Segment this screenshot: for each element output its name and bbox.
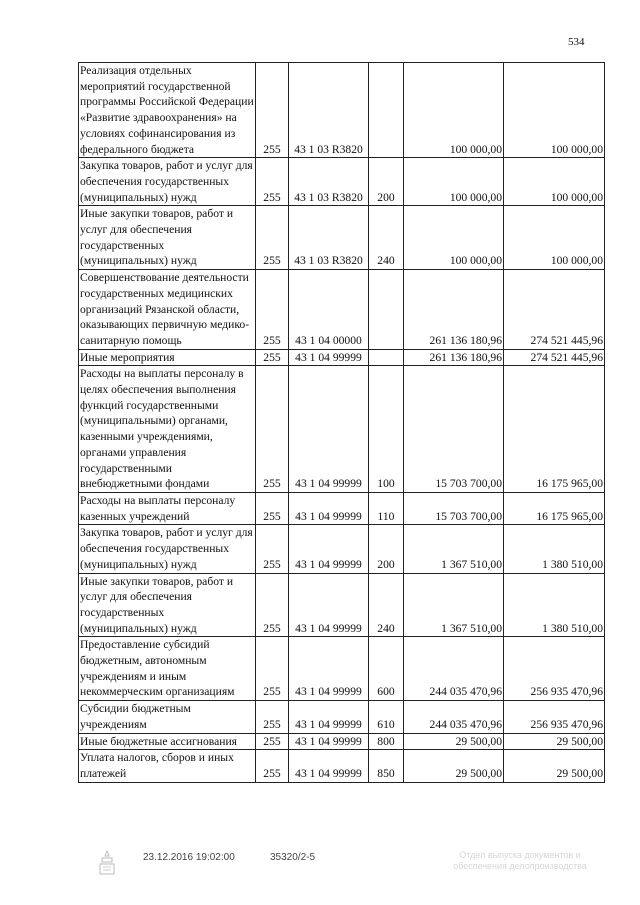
row-csr-cell: 43 1 04 99999 xyxy=(289,750,369,782)
row-name-cell: Расходы на выплаты персоналу казенных учреждений xyxy=(79,492,256,524)
row-sum-2017-cell: 261 136 180,96 xyxy=(404,270,504,350)
row-csr-cell: 43 1 04 99999 xyxy=(289,733,369,750)
row-csr-cell: 43 1 03 R3820 xyxy=(289,206,369,270)
row-ved-cell: 255 xyxy=(256,158,289,206)
row-csr-cell: 43 1 04 00000 xyxy=(289,270,369,350)
table-row xyxy=(79,733,605,750)
table-row xyxy=(79,349,605,366)
row-csr-cell: 43 1 04 99999 xyxy=(289,492,369,524)
row-vr-cell: 600 xyxy=(369,637,404,701)
row-ved-cell: 255 xyxy=(256,63,289,158)
row-csr-cell: 43 1 04 99999 xyxy=(289,637,369,701)
row-vr-cell: 800 xyxy=(369,733,404,750)
row-sum-2017-cell: 1 367 510,00 xyxy=(404,525,504,573)
row-name-cell: Закупка товаров, работ и услуг для обеспечения государственных (муниципальных) нужд xyxy=(79,525,256,573)
row-csr-cell: 43 1 03 R3820 xyxy=(289,63,369,158)
row-sum-2018-cell: 274 521 445,96 xyxy=(504,349,605,366)
row-vr-cell xyxy=(369,270,404,350)
row-name-cell: Субсидии бюджетным учреждениям xyxy=(79,701,256,733)
row-name-cell: Уплата налогов, сборов и иных платежей xyxy=(79,750,256,782)
row-name-cell: Иные мероприятия xyxy=(79,349,256,366)
table-row xyxy=(79,270,605,350)
row-sum-2018-cell: 1 380 510,00 xyxy=(504,573,605,637)
row-ved-cell: 255 xyxy=(256,573,289,637)
row-csr-cell: 43 1 04 99999 xyxy=(289,366,369,493)
row-sum-2018-cell: 29 500,00 xyxy=(504,750,605,782)
row-csr-cell: 43 1 04 99999 xyxy=(289,349,369,366)
row-vr-cell: 240 xyxy=(369,206,404,270)
document-stamp-icon xyxy=(98,850,116,876)
row-name-cell: Иные закупки товаров, работ и услуг для обеспечения государственных (муниципальных) нужд xyxy=(79,206,256,270)
row-sum-2018-cell: 100 000,00 xyxy=(504,63,605,158)
row-sum-2018-cell: 100 000,00 xyxy=(504,206,605,270)
row-vr-cell: 200 xyxy=(369,525,404,573)
row-sum-2017-cell: 100 000,00 xyxy=(404,206,504,270)
row-sum-2017-cell: 15 703 700,00 xyxy=(404,366,504,493)
table-row xyxy=(79,63,605,158)
row-ved-cell: 255 xyxy=(256,750,289,782)
row-csr-cell: 43 1 03 R3820 xyxy=(289,158,369,206)
row-sum-2017-cell: 261 136 180,96 xyxy=(404,349,504,366)
row-sum-2018-cell: 100 000,00 xyxy=(504,158,605,206)
table-row xyxy=(79,750,605,782)
budget-table xyxy=(78,62,605,783)
row-sum-2018-cell: 16 175 965,00 xyxy=(504,492,605,524)
row-sum-2018-cell: 1 380 510,00 xyxy=(504,525,605,573)
table-row xyxy=(79,701,605,733)
row-name-cell: Предоставление субсидий бюджетным, автономным учреждениям и иным некоммерческим организациям xyxy=(79,637,256,701)
table-row xyxy=(79,637,605,701)
row-vr-cell: 110 xyxy=(369,492,404,524)
row-ved-cell: 255 xyxy=(256,270,289,350)
row-sum-2017-cell: 100 000,00 xyxy=(404,63,504,158)
table-row xyxy=(79,525,605,573)
row-vr-cell: 610 xyxy=(369,701,404,733)
row-ved-cell: 255 xyxy=(256,637,289,701)
row-vr-cell: 240 xyxy=(369,573,404,637)
row-ved-cell: 255 xyxy=(256,349,289,366)
table-body xyxy=(79,63,605,783)
row-name-cell: Иные закупки товаров, работ и услуг для обеспечения государственных (муниципальных) нужд xyxy=(79,573,256,637)
row-name-cell: Расходы на выплаты персоналу в целях обеспечения выполнения функций государственными (муниципальными) органами, казенными учреждениями, органами управления государственными внебюджетными фондами xyxy=(79,366,256,493)
row-ved-cell: 255 xyxy=(256,366,289,493)
row-sum-2017-cell: 100 000,00 xyxy=(404,158,504,206)
row-sum-2018-cell: 274 521 445,96 xyxy=(504,270,605,350)
row-vr-cell: 100 xyxy=(369,366,404,493)
row-sum-2017-cell: 29 500,00 xyxy=(404,750,504,782)
row-name-cell: Совершенствование деятельности государственных медицинских организаций Рязанской области, оказывающих первичную медико-санитарную помощь xyxy=(79,270,256,350)
row-vr-cell: 200 xyxy=(369,158,404,206)
footer-reg-number: 35320/2-5 xyxy=(270,852,316,863)
table-row xyxy=(79,366,605,493)
row-ved-cell: 255 xyxy=(256,701,289,733)
row-csr-cell: 43 1 04 99999 xyxy=(289,573,369,637)
row-sum-2017-cell: 1 367 510,00 xyxy=(404,573,504,637)
row-vr-cell xyxy=(369,63,404,158)
row-sum-2017-cell: 15 703 700,00 xyxy=(404,492,504,524)
row-name-cell: Закупка товаров, работ и услуг для обеспечения государственных (муниципальных) нужд xyxy=(79,158,256,206)
row-vr-cell: 850 xyxy=(369,750,404,782)
page-number: 534 xyxy=(568,36,585,48)
row-vr-cell xyxy=(369,349,404,366)
row-name-cell: Реализация отдельных мероприятий государственной программы Российской Федерации «Развитие здравоохранения» на условиях софинансирования из федерального бюджета xyxy=(79,63,256,158)
row-ved-cell: 255 xyxy=(256,206,289,270)
row-ved-cell: 255 xyxy=(256,492,289,524)
row-sum-2017-cell: 244 035 470,96 xyxy=(404,637,504,701)
row-sum-2018-cell: 29 500,00 xyxy=(504,733,605,750)
row-sum-2018-cell: 256 935 470,96 xyxy=(504,701,605,733)
row-ved-cell: 255 xyxy=(256,733,289,750)
row-sum-2017-cell: 29 500,00 xyxy=(404,733,504,750)
row-sum-2018-cell: 256 935 470,96 xyxy=(504,637,605,701)
footer-watermark: Отдел выпуска документов и обеспечения делопроизводства xyxy=(453,850,587,871)
table-row xyxy=(79,206,605,270)
table-row xyxy=(79,573,605,637)
table-row xyxy=(79,158,605,206)
row-sum-2018-cell: 16 175 965,00 xyxy=(504,366,605,493)
row-name-cell: Иные бюджетные ассигнования xyxy=(79,733,256,750)
row-ved-cell: 255 xyxy=(256,525,289,573)
row-csr-cell: 43 1 04 99999 xyxy=(289,701,369,733)
footer-timestamp: 23.12.2016 19:02:00 xyxy=(143,852,235,863)
footer xyxy=(0,848,640,888)
row-csr-cell: 43 1 04 99999 xyxy=(289,525,369,573)
row-sum-2017-cell: 244 035 470,96 xyxy=(404,701,504,733)
table-row xyxy=(79,492,605,524)
